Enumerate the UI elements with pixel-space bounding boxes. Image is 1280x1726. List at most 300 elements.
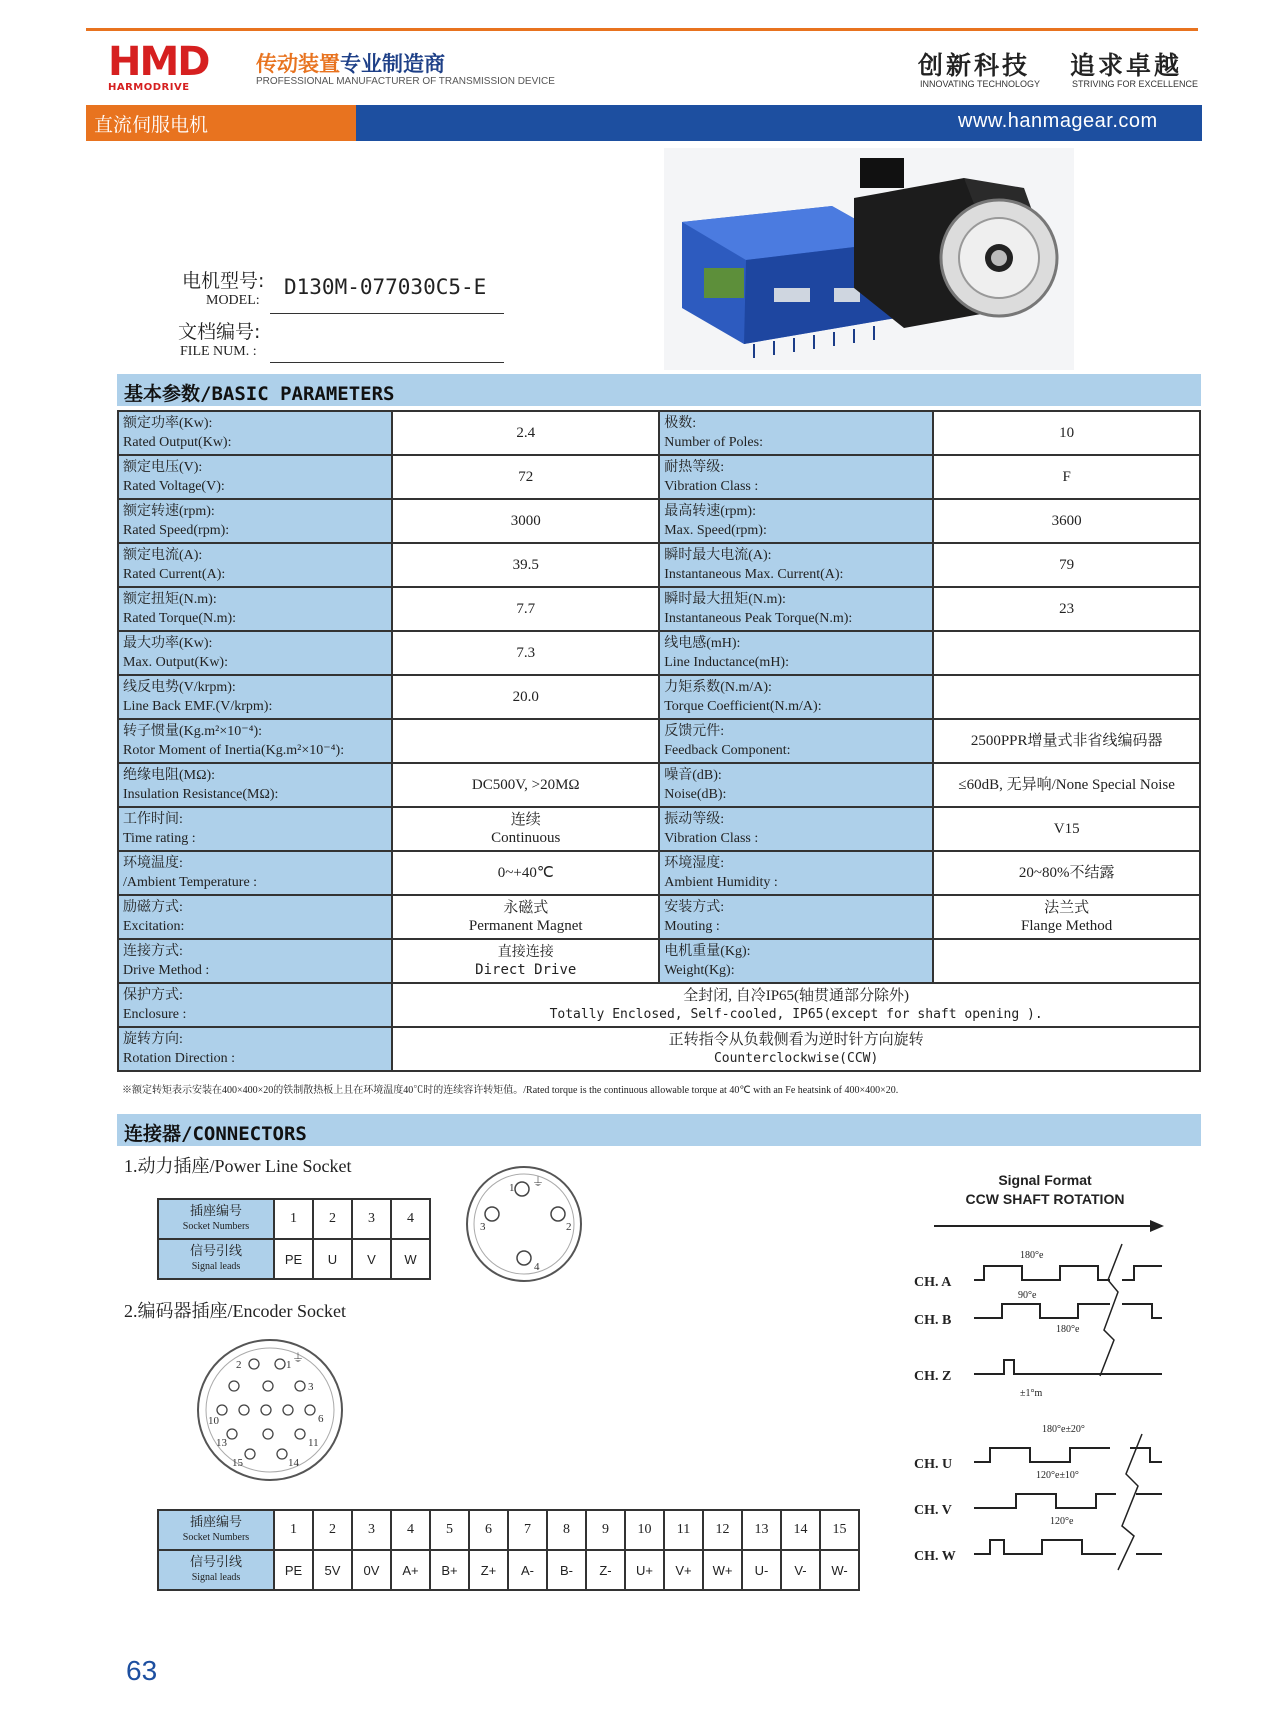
power-sig-cell: W — [391, 1239, 430, 1279]
encoder-pin-label: 1 — [286, 1359, 292, 1371]
param-value: 7.3 — [516, 645, 536, 661]
encoder-sig-cell: U+ — [625, 1550, 664, 1590]
encoder-hdr-signals-en: Signal leads — [191, 1572, 241, 1583]
param-label — [659, 763, 933, 807]
param-value-cell — [933, 411, 1200, 455]
encoder-num-cell: 12 — [703, 1510, 742, 1550]
param-label — [659, 587, 933, 631]
tagline-part1: 传动装置 — [256, 52, 340, 76]
encoder-hdr-signals — [158, 1550, 274, 1590]
encoder-pin — [245, 1449, 255, 1459]
param-label-en: Mouting : — [664, 919, 720, 934]
param-label — [659, 851, 933, 895]
param-label-en: Max. Speed(rpm): — [664, 523, 767, 538]
param-label-zh: 工作时间: — [123, 812, 183, 827]
param-label-en: Number of Poles: — [664, 435, 763, 450]
power-hdr-signals-zh: 信号引线 — [189, 1243, 242, 1258]
param-label-en: Rated Torque(N.m): — [123, 611, 237, 626]
encoder-num-cell: 8 — [547, 1510, 586, 1550]
power-num-cell: 3 — [352, 1199, 391, 1239]
param-label-en: /Ambient Temperature : — [123, 875, 258, 890]
param-label-en: Vibration Class : — [664, 479, 759, 494]
annotation-label: 90°e — [1018, 1290, 1037, 1301]
param-value-cell — [392, 1027, 1200, 1071]
param-label — [118, 851, 392, 895]
param-value: 10 — [1059, 425, 1075, 441]
encoder-pin — [263, 1381, 273, 1391]
encoder-pin — [263, 1429, 273, 1439]
param-label-en: Enclosure : — [123, 1007, 187, 1022]
encoder-sig-cell: A- — [508, 1550, 547, 1590]
encoder-sig-cell: A+ — [391, 1550, 430, 1590]
param-value-en: Counterclockwise(CCW) — [713, 1050, 879, 1066]
encoder-pin-label: 14 — [288, 1457, 299, 1469]
param-label-zh: 额定转速(rpm): — [123, 504, 215, 519]
encoder-sig-cell: V- — [781, 1550, 820, 1590]
param-value-en: Totally Enclosed, Self-cooled, IP65(except for shaft opening ). — [549, 1006, 1043, 1022]
slogan-innovating: 创新科技 — [918, 51, 1031, 80]
param-label-zh: 力矩系数(N.m/A): — [664, 680, 772, 695]
encoder-pin — [261, 1405, 271, 1415]
encoder-sig-cell: U- — [742, 1550, 781, 1590]
category-title: 直流伺服电机 — [94, 114, 209, 136]
param-row — [118, 675, 1200, 719]
param-label — [659, 807, 933, 851]
encoder-num-cell: 3 — [352, 1510, 391, 1550]
basic-params-table — [117, 410, 1201, 1072]
param-label-zh: 旋转方向: — [123, 1032, 183, 1047]
encoder-num-cell: 15 — [820, 1510, 859, 1550]
param-label-zh: 耐热等级: — [664, 460, 725, 475]
param-row — [118, 939, 1200, 983]
param-label-en: Insulation Resistance(MΩ): — [123, 787, 279, 802]
param-value-cell — [933, 763, 1200, 807]
param-label-en: Torque Coefficient(N.m/A): — [664, 699, 822, 714]
param-value: 连续 — [510, 812, 541, 828]
channel-label: CH. V — [914, 1503, 952, 1518]
param-label-zh: 瞬时最大扭矩(N.m): — [664, 592, 786, 607]
param-label-zh: 反馈元件: — [664, 724, 725, 739]
param-value: 直接连接 — [497, 944, 554, 960]
power-sig-cell: U — [313, 1239, 352, 1279]
encoder-pin-label: 3 — [308, 1381, 314, 1393]
param-value: F — [1062, 469, 1071, 485]
power-pin-1 — [515, 1182, 529, 1196]
encoder-pin — [283, 1405, 293, 1415]
param-value-cell — [392, 719, 659, 763]
signal-format-diagram — [900, 1210, 1180, 1590]
encoder-num-cell: 2 — [313, 1510, 352, 1550]
param-value: 0~+40℃ — [497, 865, 554, 881]
power-pin-label-4: 4 — [534, 1261, 540, 1273]
param-label — [118, 807, 392, 851]
power-socket-diagram — [462, 1162, 586, 1286]
param-value-cell — [933, 455, 1200, 499]
top-accent-line — [86, 28, 1198, 31]
power-num-cell: 1 — [274, 1199, 313, 1239]
param-value: 3000 — [510, 513, 541, 529]
param-label-en: Noise(dB): — [664, 787, 727, 802]
waveform-ch-u — [974, 1448, 1110, 1462]
annotation-label: 120°e — [1050, 1516, 1074, 1527]
param-label — [118, 411, 392, 455]
encoder-pin — [295, 1429, 305, 1439]
power-pin-3 — [485, 1207, 499, 1221]
encoder-sig-cell: PE — [274, 1550, 313, 1590]
param-label-zh: 绝缘电阻(MΩ): — [123, 768, 216, 783]
param-label-en: Instantaneous Peak Torque(N.m): — [664, 611, 853, 626]
param-label-zh: 安装方式: — [664, 900, 725, 915]
param-value: 永磁式 — [503, 900, 549, 916]
param-value: V15 — [1053, 821, 1080, 837]
param-value-en: Flange Method — [1021, 918, 1113, 934]
annotation-label: ±1°m — [1020, 1388, 1043, 1399]
encoder-pin-label: 15 — [232, 1457, 243, 1469]
param-label-en: Rotation Direction : — [123, 1051, 235, 1066]
param-label — [659, 543, 933, 587]
break-mark-upper — [1100, 1244, 1122, 1376]
param-value-cell — [933, 675, 1200, 719]
param-label-zh: 电机重量(Kg): — [664, 944, 751, 959]
param-value: 23 — [1059, 601, 1075, 617]
param-label-en: Rated Current(A): — [123, 567, 226, 582]
param-value-cell — [392, 851, 659, 895]
file-label-en: FILE NUM. : — [180, 344, 257, 359]
encoder-sig-cell: V+ — [664, 1550, 703, 1590]
encoder-pin-label: 11 — [308, 1437, 319, 1449]
encoder-sig-cell: W+ — [703, 1550, 742, 1590]
param-label — [118, 763, 392, 807]
encoder-sig-cell: Z- — [586, 1550, 625, 1590]
power-num-cell: 2 — [313, 1199, 352, 1239]
channel-label: CH. B — [914, 1313, 952, 1328]
param-label — [118, 455, 392, 499]
logo-subtext: HARMODRIVE — [108, 82, 190, 93]
annotation-label: 180°e±20° — [1042, 1424, 1085, 1435]
param-value: 39.5 — [512, 557, 539, 573]
encoder-num-cell: 7 — [508, 1510, 547, 1550]
param-value-cell — [392, 411, 659, 455]
param-label-en: Line Inductance(mH): — [664, 655, 789, 670]
tagline-part2: 专业制造商 — [340, 52, 445, 76]
waveform-ch-b-tail — [1122, 1304, 1162, 1318]
param-label — [118, 499, 392, 543]
param-value: 20.0 — [512, 689, 539, 705]
param-label-en: Drive Method : — [123, 963, 210, 978]
encoder-num-cell: 13 — [742, 1510, 781, 1550]
param-label-en: Vibration Class : — [664, 831, 759, 846]
param-label — [118, 983, 392, 1027]
param-value: 全封闭, 自冷IP65(轴贯通部分除外) — [683, 987, 910, 1004]
encoder-pin — [295, 1381, 305, 1391]
param-label-en: Rated Voltage(V): — [123, 479, 225, 494]
param-label-en: Line Back EMF.(V/krpm): — [123, 699, 273, 714]
param-label — [118, 939, 392, 983]
encoder-pin-label: 2 — [236, 1359, 242, 1371]
waveform-ch-b — [974, 1304, 1110, 1318]
power-hdr-signals-en: Signal leads — [191, 1261, 241, 1272]
param-label-en: Weight(Kg): — [664, 963, 735, 978]
basic-params-title: 基本参数/BASIC PARAMETERS — [124, 383, 395, 405]
param-label-zh: 额定电流(A): — [123, 548, 203, 563]
param-label-zh: 最大功率(Kw): — [123, 636, 213, 651]
param-label-zh: 瞬时最大电流(A): — [664, 548, 772, 563]
param-value-cell — [392, 499, 659, 543]
param-value-cell — [392, 895, 659, 939]
param-value-cell — [933, 719, 1200, 763]
param-value: 正转指令从负载侧看为逆时针方向旋转 — [668, 1031, 924, 1048]
encoder-num-cell: 10 — [625, 1510, 664, 1550]
param-label-en: Rotor Moment of Inertia(Kg.m²×10⁻⁴): — [123, 743, 345, 758]
ground-icon: ⏚ — [292, 1351, 305, 1365]
param-row — [118, 587, 1200, 631]
param-label — [118, 895, 392, 939]
param-value: DC500V, >20MΩ — [471, 777, 580, 793]
param-label — [659, 719, 933, 763]
power-pin-4 — [517, 1251, 531, 1265]
power-socket-table — [157, 1198, 431, 1280]
rotation-arrow-head — [1150, 1220, 1164, 1232]
param-value-cell — [392, 587, 659, 631]
param-value: 79 — [1059, 557, 1075, 573]
param-label-en: Time rating : — [123, 831, 196, 846]
power-pin-label-3: 3 — [480, 1221, 486, 1233]
param-label — [659, 499, 933, 543]
slogan-excellence: 追求卓越 — [1070, 51, 1183, 80]
param-label-zh: 噪音(dB): — [664, 768, 722, 783]
tagline — [256, 48, 445, 78]
param-value-cell — [933, 499, 1200, 543]
break-mark-lower — [1118, 1434, 1142, 1570]
param-label-zh: 额定扭矩(N.m): — [123, 592, 217, 607]
param-value: ≤60dB, 无异响/None Special Noise — [958, 777, 1175, 793]
param-label — [118, 543, 392, 587]
waveform-ch-v — [974, 1494, 1116, 1508]
encoder-pin — [277, 1449, 287, 1459]
param-value-cell — [933, 939, 1200, 983]
page-number: 63 — [126, 1655, 158, 1686]
param-label-zh: 极数: — [664, 416, 697, 431]
encoder-socket-diagram — [192, 1336, 348, 1484]
param-label-zh: 保护方式: — [123, 988, 183, 1003]
power-hdr-signals — [158, 1239, 274, 1279]
param-label-zh: 转子惯量(Kg.m²×10⁻⁴): — [123, 724, 263, 739]
channel-label: CH. W — [914, 1549, 956, 1564]
param-label-en: Ambient Humidity : — [664, 875, 778, 890]
encoder-pin — [217, 1405, 227, 1415]
power-pin-label-2: 2 — [566, 1221, 572, 1233]
param-value: 3600 — [1051, 513, 1082, 529]
param-label-zh: 最高转速(rpm): — [664, 504, 756, 519]
param-label — [659, 675, 933, 719]
param-value-cell — [933, 587, 1200, 631]
encoder-pin — [229, 1381, 239, 1391]
param-row — [118, 499, 1200, 543]
param-label — [659, 939, 933, 983]
logo-mark: HMD — [108, 39, 209, 85]
param-value-cell — [933, 895, 1200, 939]
waveform-ch-a — [974, 1266, 1110, 1280]
param-value: 7.7 — [516, 601, 536, 617]
param-label-zh: 线电感(mH): — [664, 636, 741, 651]
param-label-zh: 线反电势(V/krpm): — [123, 680, 236, 695]
param-label — [659, 411, 933, 455]
model-label-en: MODEL: — [206, 293, 260, 308]
encoder-pin — [239, 1405, 249, 1415]
encoder-hdr-numbers-en: Socket Numbers — [182, 1532, 250, 1543]
slogan-innovating-en: INNOVATING TECHNOLOGY — [920, 79, 1041, 89]
param-row — [118, 807, 1200, 851]
param-value-cell — [933, 851, 1200, 895]
param-label-en: Max. Output(Kw): — [123, 655, 228, 670]
param-label-zh: 连接方式: — [123, 944, 183, 959]
param-value-cell — [392, 455, 659, 499]
param-value-cell — [933, 543, 1200, 587]
tagline-en: PROFESSIONAL MANUFACTURER OF TRANSMISSION DEVICE — [256, 76, 555, 87]
param-value-en: Direct Drive — [475, 962, 577, 978]
power-hdr-numbers-en: Socket Numbers — [182, 1221, 250, 1232]
encoder-num-cell: 5 — [430, 1510, 469, 1550]
model-value: D130M-077030C5-E — [284, 275, 487, 299]
param-label — [118, 675, 392, 719]
encoder-num-cell: 4 — [391, 1510, 430, 1550]
encoder-pin — [249, 1359, 259, 1369]
param-label-zh: 励磁方式: — [123, 900, 183, 915]
param-label-en: Rated Speed(rpm): — [123, 523, 230, 538]
param-label — [118, 587, 392, 631]
rated-torque-note: ※额定转矩表示安装在400×400×20的铁制散热板上且在环境温度40℃时的连续容许转矩值。/Rated torque is the continuous allowable torque at 40℃ with an Fe heatsink of 400×400×20. — [122, 1085, 899, 1096]
encoder-num-cell: 1 — [274, 1510, 313, 1550]
waveform-ch-w — [974, 1540, 1116, 1554]
waveform-ch-a-tail — [1122, 1266, 1162, 1280]
param-label-en: Instantaneous Max. Current(A): — [664, 567, 844, 582]
channel-label: CH. Z — [914, 1369, 952, 1384]
encoder-socket-title: 2.编码器插座/Encoder Socket — [124, 1301, 346, 1321]
encoder-hdr-numbers-zh: 插座编号 — [189, 1514, 242, 1529]
power-num-cell: 4 — [391, 1199, 430, 1239]
encoder-num-cell: 6 — [469, 1510, 508, 1550]
signal-format-title: Signal Format — [998, 1172, 1092, 1188]
param-label — [659, 455, 933, 499]
param-value-cell — [392, 807, 659, 851]
model-label-zh: 电机型号: — [182, 270, 265, 292]
param-label — [659, 895, 933, 939]
param-value-cell — [392, 763, 659, 807]
signal-format-subtitle: CCW SHAFT ROTATION — [965, 1191, 1125, 1207]
power-pin-2 — [551, 1207, 565, 1221]
channel-label: CH. A — [914, 1275, 952, 1290]
encoder-hdr-numbers — [158, 1510, 274, 1550]
slogan-excellence-en: STRIVING FOR EXCELLENCE — [1072, 79, 1199, 89]
encoder-pin — [305, 1405, 315, 1415]
power-hdr-numbers — [158, 1199, 274, 1239]
param-row — [118, 763, 1200, 807]
param-value-cell — [392, 631, 659, 675]
file-label-zh: 文档编号: — [178, 321, 261, 343]
param-value-cell — [933, 631, 1200, 675]
param-label-zh: 额定功率(Kw): — [123, 416, 213, 431]
rotation-row — [118, 1027, 1200, 1071]
encoder-pin-label: 6 — [318, 1413, 324, 1425]
param-row — [118, 719, 1200, 763]
file-underline — [270, 362, 504, 363]
param-label-zh: 环境温度: — [123, 856, 183, 871]
param-label — [118, 1027, 392, 1071]
encoder-sig-cell: Z+ — [469, 1550, 508, 1590]
power-socket-title: 1.动力插座/Power Line Socket — [124, 1156, 352, 1176]
param-row — [118, 455, 1200, 499]
power-hdr-numbers-zh: 插座编号 — [189, 1203, 242, 1218]
annotation-label: 180°e — [1056, 1324, 1080, 1335]
enclosure-row — [118, 983, 1200, 1027]
param-value-en: Continuous — [491, 830, 561, 846]
power-pin-label-1: 1 — [509, 1182, 515, 1194]
param-row — [118, 631, 1200, 675]
connectors-title: 连接器/CONNECTORS — [124, 1123, 307, 1145]
encoder-sig-cell: 0V — [352, 1550, 391, 1590]
encoder-num-cell: 14 — [781, 1510, 820, 1550]
encoder-pin — [275, 1359, 285, 1369]
param-value: 法兰式 — [1044, 900, 1090, 916]
param-value-en: Permanent Magnet — [468, 918, 583, 934]
encoder-num-cell: 11 — [664, 1510, 703, 1550]
param-value-cell — [392, 983, 1200, 1027]
param-label-zh: 振动等级: — [664, 812, 725, 827]
param-row — [118, 895, 1200, 939]
encoder-sig-cell: B+ — [430, 1550, 469, 1590]
param-value: 72 — [518, 469, 534, 485]
param-value-cell — [392, 543, 659, 587]
param-label-zh: 环境湿度: — [664, 856, 725, 871]
encoder-pin-label: 10 — [208, 1415, 219, 1427]
website-link[interactable]: www.hanmagear.com — [958, 110, 1158, 132]
encoder-sig-cell: B- — [547, 1550, 586, 1590]
param-value-cell — [392, 675, 659, 719]
encoder-sig-cell: 5V — [313, 1550, 352, 1590]
param-label — [659, 631, 933, 675]
param-value: 20~80%不结露 — [1018, 865, 1115, 881]
encoder-hdr-signals-zh: 信号引线 — [189, 1554, 242, 1569]
annotation-label: 120°e±10° — [1036, 1470, 1079, 1481]
param-value: 2.4 — [516, 425, 536, 441]
channel-label: CH. U — [914, 1457, 953, 1472]
encoder-pin — [227, 1429, 237, 1439]
product-image — [664, 148, 1074, 370]
encoder-num-cell: 9 — [586, 1510, 625, 1550]
power-sig-cell: V — [352, 1239, 391, 1279]
param-label — [118, 719, 392, 763]
param-value-cell — [933, 807, 1200, 851]
param-value: 2500PPR增量式非省线编码器 — [970, 733, 1163, 749]
encoder-sig-cell: W- — [820, 1550, 859, 1590]
waveform-ch-z — [974, 1360, 1162, 1374]
model-underline — [270, 313, 504, 314]
annotation-label: 180°e — [1020, 1250, 1044, 1261]
encoder-pin-label: 13 — [216, 1437, 227, 1449]
param-label-en: Feedback Component: — [664, 743, 791, 758]
brand-logo — [108, 39, 218, 93]
param-label — [118, 631, 392, 675]
param-value-cell — [392, 939, 659, 983]
param-row — [118, 411, 1200, 455]
param-row — [118, 543, 1200, 587]
param-label-en: Excitation: — [123, 919, 185, 934]
param-label-en: Rated Output(Kw): — [123, 435, 232, 450]
encoder-socket-table — [157, 1509, 860, 1591]
power-sig-cell: PE — [274, 1239, 313, 1279]
param-label-zh: 额定电压(V): — [123, 460, 203, 475]
param-row — [118, 851, 1200, 895]
